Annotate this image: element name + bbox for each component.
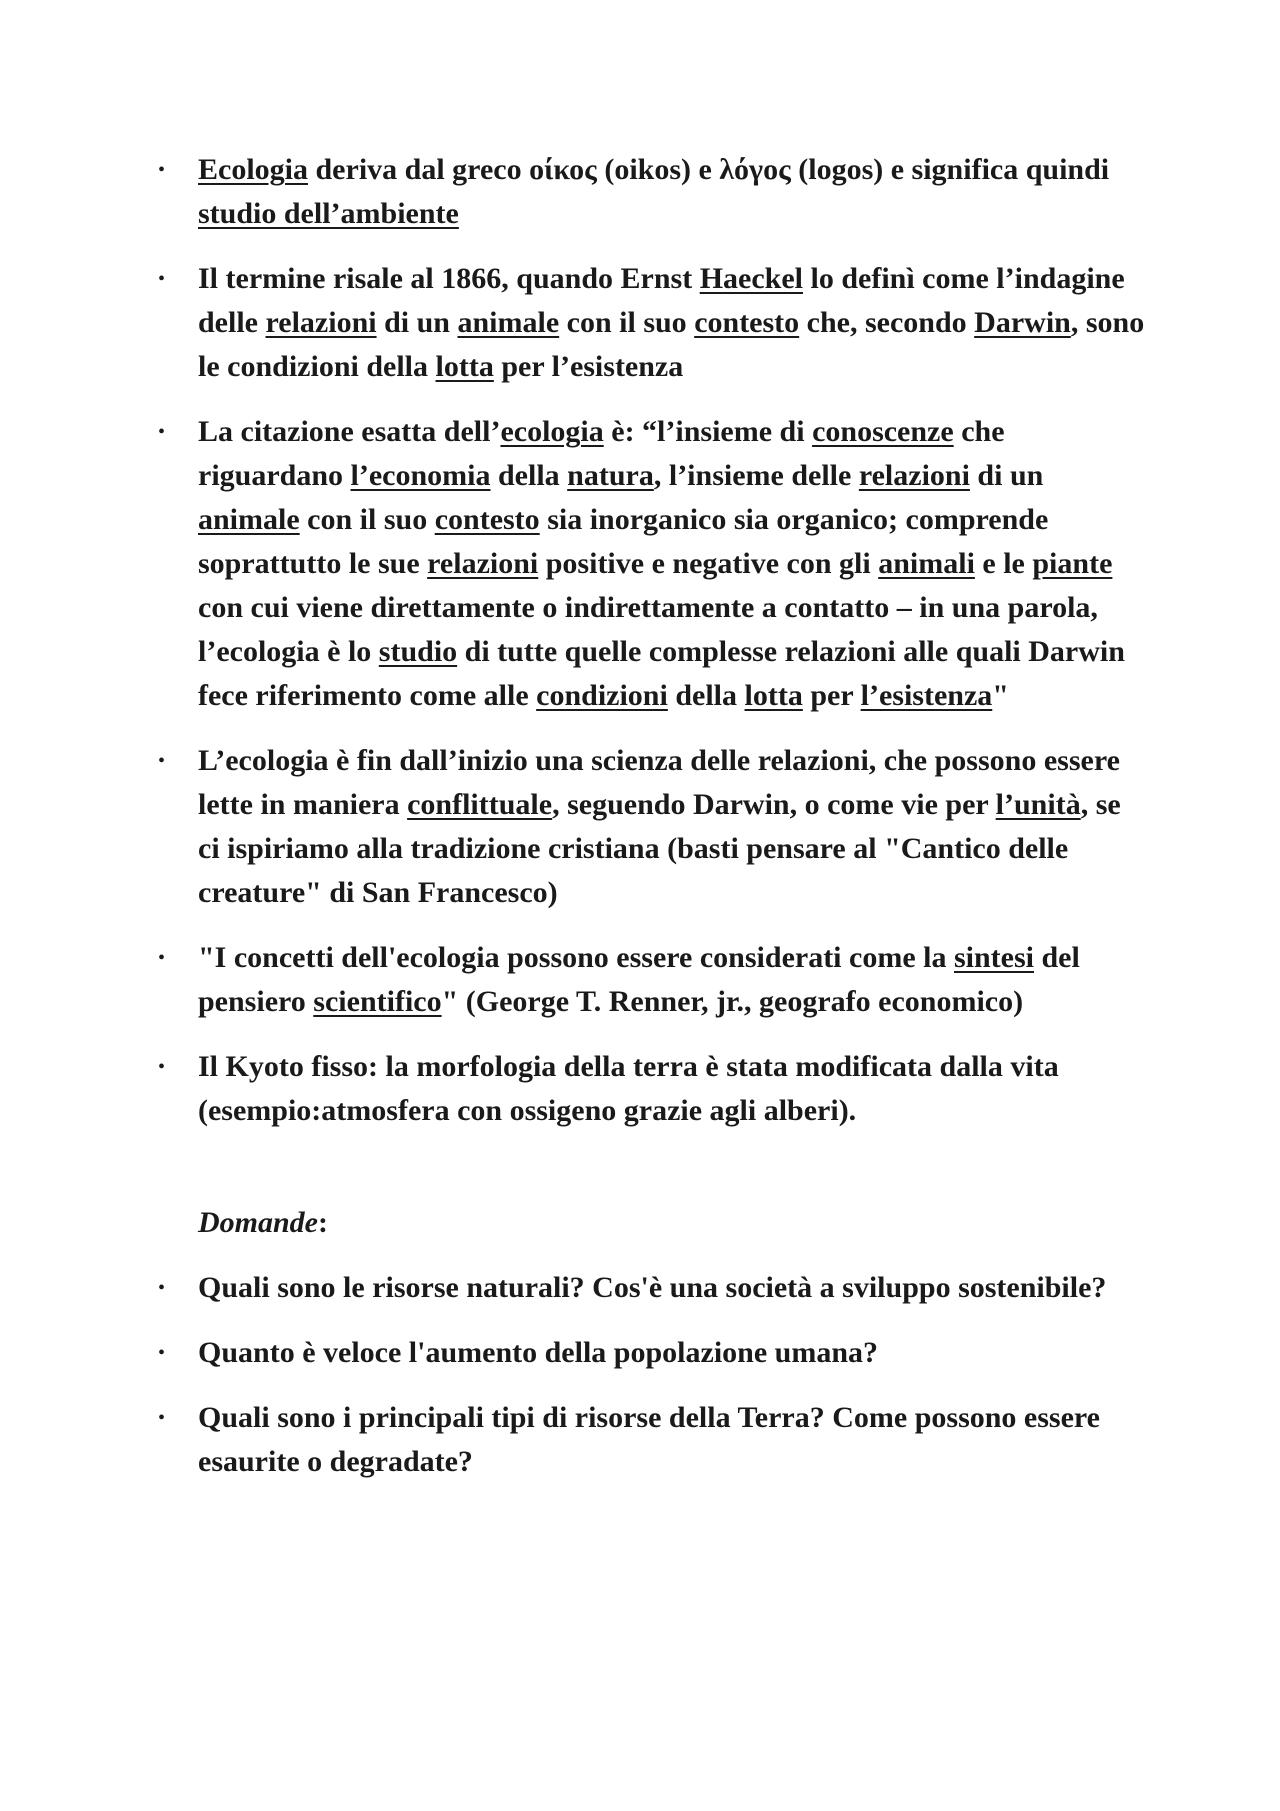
text-segment: La citazione esatta dell’ (198, 415, 501, 448)
underlined-term: relazioni (858, 459, 970, 492)
list-item-text (198, 744, 1121, 909)
bullet-icon: • (158, 159, 166, 181)
underlined-term: studio (378, 635, 458, 668)
bullet-icon: • (158, 1277, 166, 1299)
underlined-term: studio dell’ambiente (198, 197, 459, 230)
underlined-term: condizioni (536, 679, 668, 712)
text-segment: , seguendo Darwin, o come vie per (552, 788, 996, 821)
question-text: Quanto è veloce l'aumento della popolazione umana? (198, 1336, 879, 1369)
underlined-term: Haeckel (699, 262, 803, 295)
text-segment: con il suo (559, 306, 695, 339)
questions-heading-suffix: : (318, 1206, 328, 1239)
text-segment: per l’esistenza (493, 350, 684, 383)
underlined-term: piante (1032, 547, 1113, 580)
underlined-term: animale (457, 306, 560, 339)
text-segment: per (802, 679, 861, 712)
underlined-term: l’economia (350, 459, 491, 492)
underlined-term: animali (878, 547, 975, 580)
list-item (158, 257, 1148, 389)
list-item-text (198, 262, 1144, 383)
underlined-term: natura (567, 459, 654, 492)
text-segment: di tutte quelle complesse relazioni alle quali Darwin fece riferimento come alle (198, 635, 1125, 712)
text-segment: , se ci ispiriamo alla tradizione cristiana (basti pensare al "Cantico delle creature" di San Francesco) (198, 788, 1121, 909)
text-segment: positive e negative con gli (538, 547, 879, 580)
underlined-term: Darwin (974, 306, 1071, 339)
underlined-term: animale (198, 503, 300, 536)
underlined-term: Ecologia (198, 153, 308, 186)
underlined-term: lotta (435, 350, 494, 383)
question-text: Quali sono i principali tipi di risorse della Terra? Come possono essere esaurite o degradate? (198, 1401, 1100, 1478)
questions-heading-label: Domande (198, 1206, 318, 1239)
underlined-term: lotta (744, 679, 803, 712)
text-segment: , l’insieme delle (653, 459, 859, 492)
underlined-term: relazioni (265, 306, 377, 339)
underlined-term: contesto (434, 503, 540, 536)
underlined-term: relazioni (427, 547, 539, 580)
text-segment: Il Kyoto fisso: la morfologia della terra è stata modificata dalla vita (esempio:atmosfera con ossigeno grazie agli alberi). (198, 1050, 1059, 1127)
list-item (158, 148, 1148, 236)
underlined-term: l’unità (995, 788, 1081, 821)
text-segment: che riguardano (198, 415, 1005, 492)
bullet-icon: • (158, 268, 166, 290)
list-item-text (198, 1050, 1059, 1127)
list-item (158, 739, 1148, 915)
text-segment: e le (974, 547, 1033, 580)
list-item (158, 936, 1148, 1024)
question-item (158, 1331, 1148, 1375)
underlined-term: l’esistenza (860, 679, 993, 712)
text-segment: "I concetti dell'ecologia possono essere considerati come la (198, 941, 954, 974)
text-segment: deriva dal greco οίκος (oikos) e λόγος (logos) e significa quindi (308, 153, 1110, 186)
text-segment: " (992, 679, 1009, 712)
text-segment: che, secondo (799, 306, 975, 339)
list-item-text (198, 415, 1125, 712)
underlined-term: scientifico (313, 985, 442, 1018)
list-item-text (198, 153, 1109, 230)
text-segment: L’ecologia è fin dall’inizio una scienza delle relazioni, che possono essere lette in maniera (198, 744, 1120, 821)
list-item (158, 1045, 1148, 1133)
text-segment: con il suo (299, 503, 435, 536)
question-item (158, 1266, 1148, 1310)
text-segment: è: “l’insieme di (603, 415, 813, 448)
underlined-term: ecologia (500, 415, 604, 448)
underlined-term: conflittuale (407, 788, 553, 821)
list-item (158, 410, 1148, 718)
bullet-icon: • (158, 947, 166, 969)
text-segment: Il termine risale al 1866, quando Ernst (198, 262, 700, 295)
underlined-term: sintesi (953, 941, 1034, 974)
questions-heading (158, 1201, 1148, 1245)
bullet-icon: • (158, 1056, 166, 1078)
question-item (158, 1396, 1148, 1484)
notes-list (158, 148, 1148, 1133)
text-segment: sia inorganico sia organico; comprende soprattutto le sue (198, 503, 1049, 580)
text-segment: " (George T. Renner, jr., geografo economico) (441, 985, 1024, 1018)
list-item-text (198, 941, 1080, 1018)
text-segment: di un (969, 459, 1044, 492)
document-body (158, 148, 1148, 1505)
text-segment: del pensiero (198, 941, 1080, 1018)
text-segment: della (667, 679, 745, 712)
text-segment: , sono le condizioni della (198, 306, 1145, 383)
questions-list (158, 1266, 1148, 1484)
bullet-icon: • (158, 421, 166, 443)
bullet-icon: • (158, 1342, 166, 1364)
underlined-term: conoscenze (812, 415, 954, 448)
question-text: Quali sono le risorse naturali? Cos'è una società a sviluppo sostenibile? (198, 1271, 1107, 1304)
bullet-icon: • (158, 1407, 166, 1429)
text-segment: di un (376, 306, 458, 339)
bullet-icon: • (158, 750, 166, 772)
text-segment: della (490, 459, 568, 492)
text-segment: lo definì come l’indagine delle (198, 262, 1125, 339)
underlined-term: contesto (694, 306, 800, 339)
text-segment: con cui viene direttamente o indirettamente a contatto – in una parola, l’ecologia è lo (198, 591, 1098, 668)
